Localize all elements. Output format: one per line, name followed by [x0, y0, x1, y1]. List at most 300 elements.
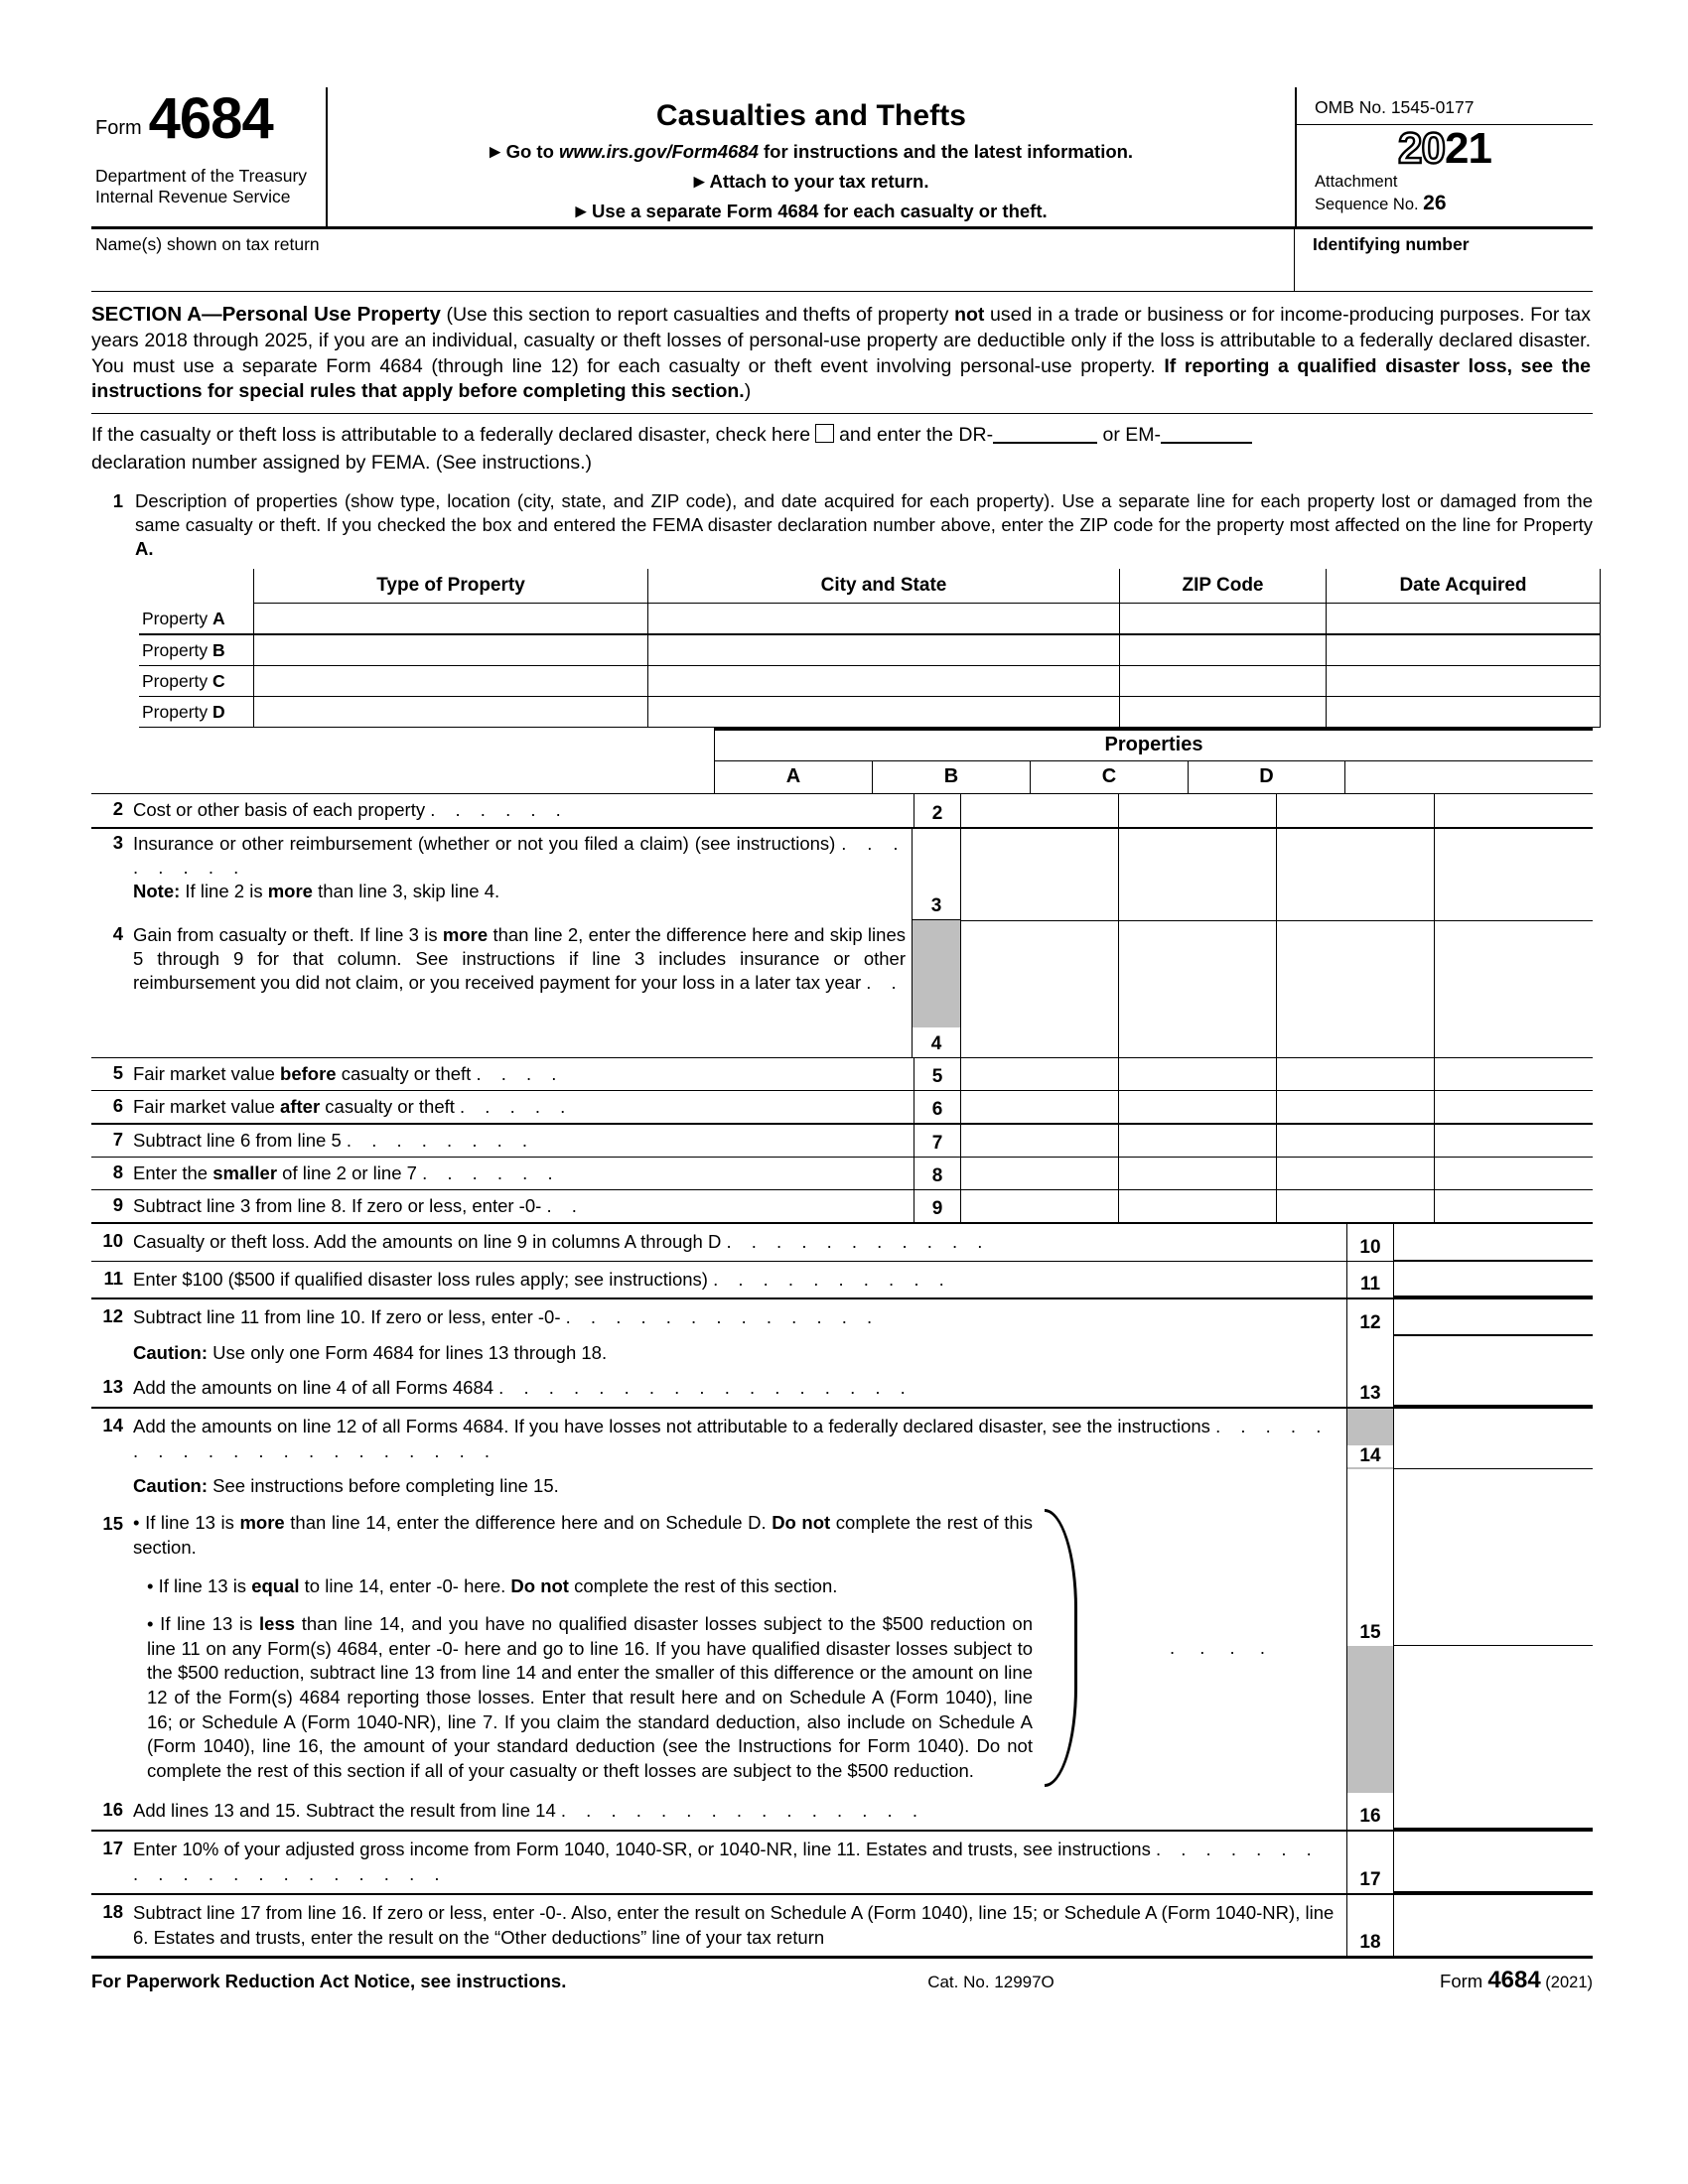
- line-18-text: Subtract line 17 from line 16. If zero or less, enter -0-. Also, enter the result on Schedule A (Form 1040), line 15; or Schedule A (Form 1040-NR), line 6. Estates and trusts, enter the result on the “Other deductions” line of your tax return: [133, 1901, 1335, 1948]
- section-a-intro: [91, 292, 1593, 412]
- line-10-box-label: 10: [1346, 1224, 1394, 1261]
- identifying-number-field[interactable]: [1295, 229, 1593, 291]
- line-11: [91, 1261, 1593, 1298]
- property-d-prefix: Property: [142, 701, 212, 722]
- line-5-amount-d[interactable]: [1435, 1058, 1593, 1090]
- property-b-city-input[interactable]: [648, 634, 1120, 666]
- line-6-text: [133, 1091, 914, 1123]
- line-4-cells: [961, 921, 1593, 1057]
- line-16-amount-input[interactable]: [1394, 1793, 1593, 1830]
- line-7-amount-d[interactable]: [1435, 1125, 1593, 1157]
- line-10-body: Casualty or theft loss. Add the amounts on line 9 in columns A through D: [133, 1230, 722, 1252]
- caution-12-text: [133, 1336, 1346, 1370]
- line-8-amount-c[interactable]: [1277, 1158, 1435, 1189]
- property-a-date-input[interactable]: [1327, 604, 1601, 635]
- fema-declaration-line: [91, 413, 1593, 484]
- line-10-text: [133, 1224, 1346, 1261]
- line-8-number: 8: [112, 1160, 123, 1182]
- properties-column-letters: [714, 760, 1593, 793]
- line-7-box-label: 7: [914, 1125, 961, 1157]
- form-url[interactable]: www.irs.gov/Form4684: [559, 141, 759, 162]
- tax-year-block: [1297, 125, 1593, 171]
- line-4-amount-a[interactable]: [961, 921, 1119, 1057]
- sequence-label: Sequence No.: [1315, 196, 1419, 214]
- line-8-body-a: Enter the: [133, 1161, 213, 1183]
- line-4-shaded-filler: [913, 920, 960, 1027]
- attach-text: Attach to your tax return.: [709, 171, 929, 193]
- line-6-after: after: [280, 1095, 321, 1117]
- line-4-body-a: Gain from casualty or theft. If line 3 is: [133, 923, 443, 945]
- table-row: [139, 666, 1601, 697]
- form-number: 4684: [148, 86, 273, 151]
- line-12-amount-input[interactable]: [1394, 1299, 1593, 1336]
- line-10-number: 10: [102, 1229, 123, 1251]
- footer-form-identifier: [1295, 1967, 1593, 1994]
- line-18-number: 18: [102, 1900, 123, 1922]
- line-15-amount-column: [1394, 1503, 1593, 1793]
- line-15-box-label: 15: [1359, 1622, 1381, 1644]
- line-12: [91, 1297, 1593, 1336]
- column-letter-d: D: [1188, 761, 1345, 793]
- line-8-box-label: 8: [914, 1158, 961, 1189]
- line-6-box-label: 6: [914, 1091, 961, 1123]
- line-16-body: Add lines 13 and 15. Subtract the result from line 14: [133, 1800, 556, 1822]
- line-17-text: [133, 1832, 1346, 1893]
- federally-declared-disaster-checkbox[interactable]: [815, 424, 834, 443]
- form-label: Form: [95, 116, 142, 139]
- line-15-box-column: [1346, 1503, 1394, 1793]
- line-7-amount-b[interactable]: [1119, 1125, 1277, 1157]
- caution-15-box-filler: [1346, 1469, 1394, 1503]
- properties-heading: Properties: [714, 731, 1593, 760]
- attachment-label: Attachment: [1315, 173, 1398, 191]
- column-header-city-and-state: City and State: [648, 569, 1120, 604]
- name-field-label: Name(s) shown on tax return: [95, 234, 320, 255]
- line-15-b2-b: to line 14, enter -0- here.: [299, 1574, 511, 1596]
- line-11-body: Enter $100 ($500 if qualified disaster loss rules apply; see instructions): [133, 1268, 708, 1290]
- caution-15-spacer: [91, 1469, 133, 1503]
- paperwork-notice: For Paperwork Reduction Act Notice, see instructions.: [91, 1971, 567, 1992]
- line-14-body: Add the amounts on line 12 of all Forms 4684. If you have losses not attributable to a federally declared disaster, see the instructions: [133, 1415, 1210, 1436]
- section-a-not: not: [954, 304, 985, 327]
- property-table-corner: [139, 569, 254, 604]
- line-4-body-b: than line 2, enter the difference here and skip lines 5 through 9 for that column. See instructions if line 3 includes insurance or other reimbursement you did not claim, or you received payment for your loss in a later tax year: [133, 923, 906, 993]
- line-3-4-box-column: [912, 829, 961, 1057]
- line-8-cells: [961, 1158, 1593, 1189]
- property-d-zip-input[interactable]: [1120, 697, 1327, 728]
- caution-15-label: Caution:: [133, 1475, 209, 1497]
- properties-header-row: [714, 728, 1593, 760]
- line-8-leader-dots: . . . . . .: [422, 1161, 561, 1183]
- line-3-amount-b[interactable]: [1119, 829, 1277, 920]
- line-6-body-b: casualty or theft: [320, 1095, 455, 1117]
- line-2-cells: [961, 794, 1593, 826]
- line-9-amount-c[interactable]: [1277, 1190, 1435, 1222]
- line-18-box-label: 18: [1346, 1895, 1394, 1957]
- line-13-box-label: 13: [1346, 1370, 1394, 1407]
- line-9-leader-dots: . .: [546, 1194, 585, 1216]
- line-13-body: Add the amounts on line 4 of all Forms 4684: [133, 1377, 494, 1399]
- line-3-note: [133, 880, 906, 903]
- line-6-leader-dots: . . . . .: [460, 1095, 573, 1117]
- line-1: [91, 483, 1593, 561]
- line-15-b2-a: • If line 13 is: [147, 1574, 252, 1596]
- property-b-label: [139, 634, 254, 666]
- line-8-amount-a[interactable]: [961, 1158, 1119, 1189]
- line-13-text: [133, 1370, 1346, 1407]
- caution-12-body: Use only one Form 4684 for lines 13 through 18.: [208, 1342, 608, 1364]
- line-2: [91, 793, 1593, 826]
- line-16-leader-dots: . . . . . . . . . . . . . . .: [560, 1800, 925, 1822]
- line-13-amount-input[interactable]: [1394, 1370, 1593, 1407]
- line-16-number: 16: [102, 1799, 123, 1821]
- line-3-body: Insurance or other reimbursement (whether or not you filed a claim) (see instructions): [133, 832, 836, 854]
- line-15-b1-more: more: [239, 1512, 285, 1534]
- line-3: [91, 829, 912, 920]
- line-6-amount-c[interactable]: [1277, 1091, 1435, 1123]
- line-5: [91, 1057, 1593, 1090]
- line-15-b2-c: complete the rest of this section.: [568, 1574, 838, 1596]
- line-7-cells: [961, 1125, 1593, 1157]
- line-8: [91, 1157, 1593, 1189]
- line-5-box-label: 5: [914, 1058, 961, 1090]
- line-13: [91, 1370, 1593, 1407]
- line-13-leader-dots: . . . . . . . . . . . . . . . . .: [498, 1377, 914, 1399]
- line-16-box-label: 16: [1346, 1793, 1394, 1830]
- line-11-text: [133, 1262, 1346, 1298]
- line-14-amount-input[interactable]: [1394, 1409, 1593, 1470]
- line-15: [91, 1503, 1593, 1793]
- section-a-heading: SECTION A—Personal Use Property: [91, 303, 441, 327]
- line-8-body-b: of line 2 or line 7: [277, 1161, 417, 1183]
- line-15-bullet-1: [133, 1511, 1041, 1560]
- line-8-amount-d[interactable]: [1435, 1158, 1593, 1189]
- line-6-amount-b[interactable]: [1119, 1091, 1277, 1123]
- line-15-b1-b: than line 14, enter the difference here and on Schedule D.: [284, 1512, 773, 1534]
- section-a-close-paren: ): [744, 380, 752, 403]
- line-3-note-text: If line 2 is: [180, 880, 268, 901]
- line-16: [91, 1793, 1593, 1830]
- dr-number-input[interactable]: [993, 442, 1097, 444]
- line-15-bullet-3: [133, 1612, 1041, 1783]
- line-12-body: Subtract line 11 from line 10. If zero or less, enter -0-: [133, 1306, 561, 1328]
- line-1-text: [135, 489, 1593, 561]
- column-letter-c: C: [1030, 761, 1188, 793]
- line-3-and-4-block: [91, 827, 1593, 1057]
- goto-suffix: for instructions and the latest information.: [758, 141, 1134, 162]
- line-15-b2-equal: equal: [251, 1574, 300, 1596]
- line-11-box-label: 11: [1346, 1262, 1394, 1298]
- curly-brace-icon: [1045, 1509, 1077, 1787]
- line-9-amount-b[interactable]: [1119, 1190, 1277, 1222]
- triangle-right-icon: ▶: [693, 173, 706, 191]
- line-3-note-label: Note:: [133, 880, 181, 901]
- section-a-qualified-disaster-note: If reporting a qualified disaster loss, see the instructions for special rules that apply before completing this section.: [91, 354, 1591, 403]
- line-6-cells: [961, 1091, 1593, 1123]
- line-10-amount-input[interactable]: [1394, 1224, 1593, 1261]
- property-b-date-input[interactable]: [1327, 634, 1601, 666]
- line-5-body-a: Fair market value: [133, 1062, 281, 1084]
- line-4-text: [133, 920, 912, 1057]
- form-sheet: [91, 87, 1593, 1994]
- footer-form-number: 4684: [1487, 1967, 1541, 1994]
- line-7: [91, 1123, 1593, 1157]
- line-5-amount-a[interactable]: [961, 1058, 1119, 1090]
- table-row: [139, 697, 1601, 728]
- section-a-text-2: used in a trade or business or for income-producing purposes. For tax years 2018 through 2025, if you are an individual, casualty or theft losses of personal-use property are deductible only if the loss is attributable to a federally declared disaster. You must use a separate Form 4684 (through line 12) for each casualty or theft event involving personal-use property.: [91, 304, 1592, 377]
- header-instruction-1: [334, 140, 1289, 163]
- line-16-text: [133, 1793, 1346, 1830]
- column-letter-a: A: [714, 761, 872, 793]
- line-2-amount-a[interactable]: [961, 794, 1119, 826]
- line-11-amount-input[interactable]: [1394, 1262, 1593, 1298]
- line-5-number: 5: [112, 1061, 123, 1083]
- line-11-number: 11: [103, 1267, 123, 1289]
- line-13-number: 13: [102, 1376, 123, 1398]
- property-a-type-input[interactable]: [254, 604, 648, 635]
- property-c-city-input[interactable]: [648, 666, 1120, 697]
- fema-text-2: and enter the DR-: [839, 423, 994, 446]
- line-2-text: [133, 794, 914, 826]
- line-15-amount-input[interactable]: [1394, 1503, 1593, 1646]
- header-right: [1295, 87, 1593, 226]
- property-a-letter: A: [212, 608, 225, 628]
- line-4-amount-b[interactable]: [1119, 921, 1277, 1057]
- line-9-number: 9: [112, 1193, 123, 1215]
- line-5-amount-c[interactable]: [1277, 1058, 1435, 1090]
- line-7-text: [133, 1125, 914, 1157]
- property-b-type-input[interactable]: [254, 634, 648, 666]
- line-1-property-a: A.: [135, 538, 154, 560]
- line-14-text: [133, 1409, 1346, 1470]
- tax-year-century: 20: [1398, 124, 1445, 173]
- property-table-header-row: [139, 569, 1601, 604]
- line-4-box-label: 4: [930, 1032, 942, 1054]
- header-left: [91, 87, 328, 226]
- department-block: [91, 166, 320, 208]
- line-8-text: [133, 1158, 914, 1189]
- line-9-amount-d[interactable]: [1435, 1190, 1593, 1222]
- line-17-amount-input[interactable]: [1394, 1832, 1593, 1893]
- name-field[interactable]: [91, 229, 1295, 291]
- property-d-date-input[interactable]: [1327, 697, 1601, 728]
- line-5-amount-b[interactable]: [1119, 1058, 1277, 1090]
- line-6-amount-a[interactable]: [961, 1091, 1119, 1123]
- line-3-leader-dots: . . . . . . . .: [133, 832, 906, 878]
- property-c-zip-input[interactable]: [1120, 666, 1327, 697]
- line-8-smaller: smaller: [212, 1161, 278, 1183]
- line-15-b3-b: than line 14, and you have no qualified disaster losses subject to the $500 reduction on line 11 on any Form(s) 4684, enter -0- here and go to line 16. If you have qualified disaster losses subject to the $500 reduction, subtract line 13 from line 14 and enter the smaller of this difference or the amount on line 12 of the Form(s) 4684 reporting those losses. Enter that result here and on Schedule A (Form 1040), line 16; or Schedule A (Form 1040-NR), line 7. If you claim the standard deduction, also include on Schedule A (Form 1040), line 16, the amount of your standard deduction (see the Instructions for Form 1040). Do not complete the rest of this section if all of your casualty or theft losses are subject to the $500 reduction.: [147, 1613, 1033, 1781]
- line-10: [91, 1224, 1593, 1261]
- property-b-prefix: Property: [142, 639, 212, 660]
- property-a-prefix: Property: [142, 608, 212, 628]
- line-17-number: 17: [102, 1838, 123, 1859]
- line-9: [91, 1189, 1593, 1224]
- line-3-4-cells: [961, 829, 1593, 1057]
- line-15-brace: [1041, 1503, 1098, 1793]
- line-17-leader-dots: . . . . . . . . . . . . . . . . . . . .: [133, 1839, 1320, 1884]
- goto-prefix: Go to: [505, 141, 560, 162]
- caution-12-spacer: [91, 1336, 133, 1370]
- line-15-number: 15: [102, 1513, 123, 1535]
- caution-15-text: [133, 1469, 1346, 1503]
- separate-form-text: Use a separate Form 4684 for each casualty or theft.: [592, 201, 1048, 222]
- line-7-body: Subtract line 6 from line 5: [133, 1129, 342, 1151]
- line-2-box-label: 2: [914, 794, 961, 826]
- line-12-text: [133, 1299, 1346, 1336]
- line-15-bullets: [133, 1503, 1041, 1793]
- line-17-box-label: 17: [1346, 1832, 1394, 1893]
- header-center: [328, 87, 1295, 226]
- line-4-more: more: [442, 923, 489, 945]
- property-a-label: [139, 604, 254, 635]
- line-2-amount-d[interactable]: [1435, 794, 1593, 826]
- line-4: [91, 920, 912, 1057]
- property-d-city-input[interactable]: [648, 697, 1120, 728]
- column-header-type-of-property: Type of Property: [254, 569, 648, 604]
- line-3-text: [133, 829, 912, 920]
- line-14-box-number: 14: [1347, 1445, 1393, 1467]
- omb-number: OMB No. 1545-0177: [1297, 87, 1593, 125]
- caution-12-amount-filler: [1394, 1336, 1593, 1370]
- property-a-zip-input[interactable]: [1120, 604, 1327, 635]
- attachment-sequence: [1297, 171, 1593, 221]
- catalog-number: Cat. No. 12997O: [927, 1973, 1055, 1992]
- form-footer: [91, 1956, 1593, 1994]
- property-b-zip-input[interactable]: [1120, 634, 1327, 666]
- line-7-amount-c[interactable]: [1277, 1125, 1435, 1157]
- caution-lines-13-18: [91, 1336, 1593, 1370]
- fema-text-4: declaration number assigned by FEMA. (See instructions.): [91, 452, 592, 475]
- line-17: [91, 1830, 1593, 1893]
- form-identifier: [91, 86, 320, 151]
- line-4-amount-d[interactable]: [1435, 921, 1593, 1057]
- line-12-leader-dots: . . . . . . . . . . . . .: [565, 1306, 880, 1328]
- line-9-cells: [961, 1190, 1593, 1222]
- property-d-label: [139, 697, 254, 728]
- line-8-amount-b[interactable]: [1119, 1158, 1277, 1189]
- property-d-letter: D: [212, 701, 225, 722]
- header-instruction-3: [334, 200, 1289, 222]
- page-title: Casualties and Thefts: [655, 99, 967, 132]
- line-6-amount-d[interactable]: [1435, 1091, 1593, 1123]
- caution-line-15: [91, 1469, 1593, 1503]
- line-5-text: [133, 1058, 914, 1090]
- line-17-body: Enter 10% of your adjusted gross income from Form 1040, 1040-SR, or 1040-NR, line 11. Estates and trusts, see instructions: [133, 1839, 1151, 1860]
- line-3-cells: [961, 829, 1593, 921]
- property-description-table: [139, 569, 1601, 728]
- property-d-type-input[interactable]: [254, 697, 648, 728]
- tax-year: [1398, 124, 1491, 173]
- line-14-number: 14: [102, 1414, 123, 1435]
- header-instruction-2: [334, 170, 1289, 193]
- line-2-leader-dots: . . . . . .: [430, 799, 569, 821]
- line-4-number: 4: [112, 922, 123, 944]
- table-row: [139, 604, 1601, 635]
- line-6-number: 6: [112, 1094, 123, 1116]
- fema-text-3: or EM-: [1102, 423, 1161, 446]
- line-3-number: 3: [112, 831, 123, 853]
- line-7-number: 7: [112, 1128, 123, 1150]
- line-3-amount-c[interactable]: [1277, 829, 1435, 920]
- line-14-box-label: [1346, 1409, 1394, 1470]
- line-15-b2-donot: Do not: [510, 1574, 569, 1596]
- department-line-1: Department of the Treasury: [95, 165, 308, 186]
- line-1-body: Description of properties (show type, location (city, state, and ZIP code), and date acquired for each property). Use a separate line for each property lost or damaged from the same casualty or theft. If you checked the box and entered the FEMA disaster declaration number above, enter the ZIP code for the property most affected on the line for Property: [135, 490, 1593, 536]
- line-3-4-text-stack: [91, 829, 912, 1057]
- line-6-body-a: Fair market value: [133, 1095, 281, 1117]
- footer-form-year: (2021): [1540, 1974, 1593, 1992]
- line-12-number: 12: [102, 1305, 123, 1327]
- line-9-body: Subtract line 3 from line 8. If zero or less, enter -0-: [133, 1194, 542, 1216]
- line-1-number: 1: [112, 490, 123, 512]
- property-a-city-input[interactable]: [648, 604, 1120, 635]
- line-15-b1-c: complete the rest of this section.: [133, 1512, 1033, 1559]
- property-c-label: [139, 666, 254, 697]
- line-6: [91, 1090, 1593, 1123]
- line-15-b3-less: less: [259, 1613, 296, 1635]
- properties-grid: [91, 728, 1593, 1223]
- line-4-leader-dots: . .: [866, 971, 905, 993]
- line-3-note-more: more: [267, 880, 313, 901]
- property-c-prefix: Property: [142, 670, 212, 691]
- column-header-date-acquired: Date Acquired: [1327, 569, 1601, 604]
- footer-form-label: Form: [1440, 1971, 1488, 1992]
- line-11-leader-dots: . . . . . . . . . .: [713, 1268, 952, 1290]
- line-5-before: before: [280, 1062, 337, 1084]
- line-15-b1-donot: Do not: [772, 1512, 831, 1534]
- line-18: [91, 1893, 1593, 1957]
- em-number-input[interactable]: [1161, 442, 1252, 444]
- department-line-2: Internal Revenue Service: [95, 187, 291, 207]
- column-letter-b: B: [872, 761, 1030, 793]
- line-15-bullet-2: [133, 1574, 1041, 1599]
- taxpayer-identity-row: [91, 229, 1593, 292]
- line-18-amount-input[interactable]: [1394, 1895, 1593, 1957]
- property-b-letter: B: [212, 639, 225, 660]
- line-2-amount-c[interactable]: [1277, 794, 1435, 826]
- property-c-date-input[interactable]: [1327, 666, 1601, 697]
- line-9-text: [133, 1190, 914, 1222]
- line-5-leader-dots: . . . .: [476, 1062, 564, 1084]
- property-c-type-input[interactable]: [254, 666, 648, 697]
- line-15-shaded-filler: [1347, 1646, 1393, 1793]
- line-2-number: 2: [112, 798, 123, 820]
- line-4-amount-c[interactable]: [1277, 921, 1435, 1057]
- line-10-leader-dots: . . . . . . . . . . .: [726, 1230, 990, 1252]
- fema-text-1: If the casualty or theft loss is attributable to a federally declared disaster, check here: [91, 423, 811, 446]
- caution-12-box-filler: [1346, 1336, 1394, 1370]
- line-3-amount-d[interactable]: [1435, 829, 1593, 920]
- line-15-amount-spacer: [1394, 1646, 1593, 1793]
- section-a-text-1: (Use this section to report casualties and thefts of property: [446, 304, 955, 327]
- line-15-b3-a: • If line 13 is: [147, 1613, 260, 1635]
- line-2-body: Cost or other basis of each property: [133, 799, 426, 821]
- triangle-right-icon: ▶: [489, 143, 501, 161]
- line-2-amount-b[interactable]: [1119, 794, 1277, 826]
- caution-15-body: See instructions before completing line 15.: [208, 1475, 559, 1497]
- line-3-box-label: 3: [913, 829, 960, 920]
- identifying-number-label: Identifying number: [1313, 234, 1470, 255]
- column-header-zip-code: ZIP Code: [1120, 569, 1327, 604]
- caution-12-label: Caution:: [133, 1342, 209, 1364]
- line-9-amount-a[interactable]: [961, 1190, 1119, 1222]
- line-9-box-label: 9: [914, 1190, 961, 1222]
- line-3-amount-a[interactable]: [961, 829, 1119, 920]
- sequence-number: 26: [1423, 192, 1447, 215]
- line-14: [91, 1407, 1593, 1470]
- line-7-amount-a[interactable]: [961, 1125, 1119, 1157]
